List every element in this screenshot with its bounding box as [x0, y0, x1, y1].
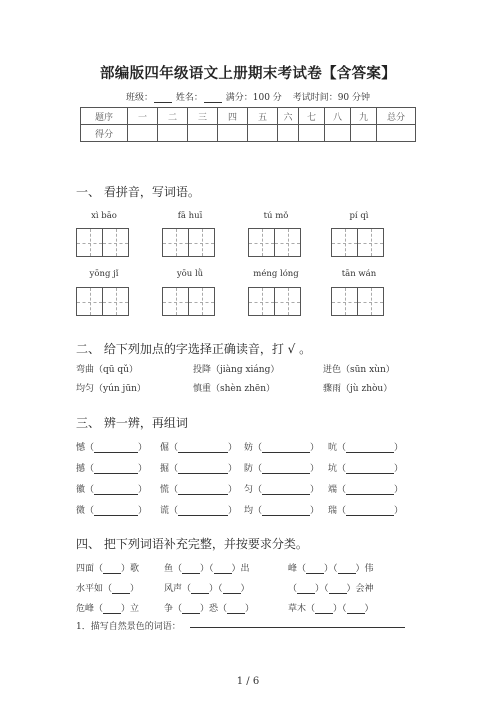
answer-blank[interactable]: [329, 584, 347, 594]
score-input-cell[interactable]: [248, 125, 278, 142]
name-blank[interactable]: [204, 93, 222, 103]
char: 徽: [76, 485, 86, 495]
answer-blank[interactable]: [94, 443, 138, 453]
answer-blank[interactable]: [338, 564, 356, 574]
word-group-item: 端（ ）: [328, 485, 404, 495]
score-table-header-row: [81, 108, 416, 125]
answer-blank[interactable]: [347, 604, 365, 614]
writing-grid[interactable]: [162, 287, 215, 316]
char: 掘: [160, 464, 170, 474]
answer-blank[interactable]: [262, 506, 310, 516]
char: 微: [76, 506, 86, 516]
answer-blank[interactable]: [191, 584, 209, 594]
score-cell: 三: [188, 108, 218, 125]
idiom-item: [164, 581, 250, 594]
pinyin-label: tú mǒ: [263, 211, 289, 221]
reading-item[interactable]: 骤雨（jù zhòu）: [323, 384, 393, 394]
word-group-item: 瑞（ ）: [328, 506, 404, 516]
char: 匀: [244, 485, 254, 495]
answer-blank[interactable]: [297, 584, 315, 594]
idiom-item: [288, 561, 374, 574]
answer-blank[interactable]: [94, 485, 138, 495]
writing-grid[interactable]: [331, 287, 384, 316]
writing-grid[interactable]: [248, 228, 301, 257]
word-group-item: 微（ ）: [76, 506, 148, 516]
answer-blank[interactable]: [178, 464, 228, 474]
char: 吭: [328, 443, 338, 453]
word-group-item: 憾（ ）: [76, 443, 148, 453]
pinyin-label: fā huī: [177, 211, 203, 221]
char: 均: [244, 506, 254, 516]
idiom-text: 四面（: [76, 564, 104, 574]
char: 坑: [328, 464, 338, 474]
char: 瑞: [328, 506, 338, 516]
score-input-cell[interactable]: [351, 125, 377, 142]
answer-blank[interactable]: [306, 564, 324, 574]
char: 憾: [76, 443, 86, 453]
page-number: 1 / 6: [236, 676, 260, 687]
answer-blank[interactable]: [94, 464, 138, 474]
score-input-cell[interactable]: [299, 125, 325, 142]
answer-blank[interactable]: [182, 604, 200, 614]
writing-grid[interactable]: [76, 228, 129, 257]
time-label: 考试时间：90 分钟: [292, 93, 371, 103]
answer-blank[interactable]: [112, 584, 130, 594]
score-cell: 七: [299, 108, 325, 125]
score-cell: 四: [218, 108, 248, 125]
idiom-item: [164, 601, 254, 614]
score-cell: 九: [351, 108, 377, 125]
score-input-cell[interactable]: [278, 125, 299, 142]
pinyin-label: tān wán: [341, 269, 377, 279]
char: 倔: [160, 443, 170, 453]
idiom-item: [288, 601, 374, 614]
score-table-score-row: [81, 125, 416, 142]
section1-heading: 一、 看拼音，写词语。: [76, 185, 200, 199]
idiom-text: ）恐（: [200, 604, 228, 614]
word-group-item: 掘（ ）: [160, 464, 238, 474]
reading-item[interactable]: 投降（jiàng xiáng）: [193, 365, 280, 375]
idiom-text: （: [288, 584, 298, 594]
name-label: 姓名：: [175, 93, 203, 103]
idiom-text: 风声（: [164, 584, 192, 594]
score-cell: 总分: [377, 108, 416, 125]
exam-info: [0, 90, 496, 103]
score-cell: 六: [278, 108, 299, 125]
score-cell: 一: [128, 108, 158, 125]
idiom-item: [76, 561, 139, 574]
score-input-cell[interactable]: [325, 125, 351, 142]
answer-blank[interactable]: [103, 604, 121, 614]
word-group-item: 匀（ ）: [244, 485, 320, 495]
idiom-text: ）（: [209, 584, 223, 594]
pinyin-label: xì bāo: [91, 211, 117, 221]
writing-grid[interactable]: [331, 228, 384, 257]
idiom-text: 争（: [164, 604, 183, 614]
idiom-text: ）（: [333, 604, 347, 614]
score-table: [80, 107, 416, 142]
answer-blank[interactable]: [262, 485, 310, 495]
word-group-item: 慌（ ）: [160, 485, 238, 495]
char: 谎: [160, 506, 170, 516]
score-input-cell[interactable]: [218, 125, 248, 142]
answer-blank[interactable]: [214, 564, 232, 574]
answer-blank[interactable]: [178, 506, 228, 516]
idiom-text: ）（: [200, 564, 214, 574]
answer-blank[interactable]: [346, 443, 394, 453]
word-group-item: 坑（ ）: [328, 464, 404, 474]
idiom-text: ）: [364, 604, 374, 614]
score-cell: 五: [248, 108, 278, 125]
class-label: 班级：: [125, 93, 153, 103]
word-group-item: 均（ ）: [244, 506, 320, 516]
answer-blank[interactable]: [315, 604, 333, 614]
pinyin-label: yōu lǜ: [176, 269, 204, 279]
char: 撼: [76, 464, 86, 474]
pinyin-label: méng lóng: [253, 269, 299, 279]
idiom-text: ）: [130, 584, 140, 594]
reading-item[interactable]: 均匀（yún jūn）: [76, 384, 146, 394]
idiom-text: ）出: [231, 564, 250, 574]
answer-blank[interactable]: [178, 485, 228, 495]
idiom-text: ）会神: [346, 584, 374, 594]
score-input-cell[interactable]: [128, 125, 158, 142]
idiom-item: [164, 561, 250, 574]
answer-blank[interactable]: [103, 564, 121, 574]
idiom-text: ）伟: [355, 564, 374, 574]
answer-blank[interactable]: [262, 464, 310, 474]
answer-blank[interactable]: [346, 485, 394, 495]
page-title: 部编版四年级语文上册期末考试卷【含答案】: [100, 66, 396, 82]
idiom-text: ）歌: [121, 564, 140, 574]
score-cell: 二: [158, 108, 188, 125]
answer-blank[interactable]: [94, 506, 138, 516]
word-group-item: 徽（ ）: [76, 485, 148, 495]
section3-heading: 三、 辨一辨，再组词: [76, 416, 188, 430]
answer-blank[interactable]: [178, 443, 228, 453]
idiom-item: [76, 601, 139, 614]
score-input-cell[interactable]: [188, 125, 218, 142]
idiom-item: [76, 581, 139, 594]
score-cell: 八: [325, 108, 351, 125]
score-cell: 题序: [81, 108, 128, 125]
answer-blank[interactable]: [262, 443, 310, 453]
idiom-text: 鱼（: [164, 564, 183, 574]
answer-blank[interactable]: [223, 584, 241, 594]
section2-heading: 二、 给下列加点的字选择正确读音，打 √ 。: [76, 342, 312, 356]
writing-grid[interactable]: [248, 287, 301, 316]
score-label: 满分：100 分: [225, 93, 282, 103]
char: 防: [244, 464, 254, 474]
idiom-text: ）（: [324, 564, 338, 574]
idiom-text: ）立: [121, 604, 140, 614]
idiom-text: ）: [240, 584, 250, 594]
answer-blank[interactable]: [346, 464, 394, 474]
word-group-item: 防（ ）: [244, 464, 320, 474]
idiom-item: [288, 581, 374, 594]
answer-blank[interactable]: [182, 564, 200, 574]
word-group-item: 妨（ ）: [244, 443, 320, 453]
char: 慌: [160, 485, 170, 495]
pinyin-label: pí qì: [349, 211, 369, 221]
score-input-cell[interactable]: [377, 125, 416, 142]
idiom-text: 水平如（: [76, 584, 113, 594]
char: 端: [328, 485, 338, 495]
writing-grid[interactable]: [162, 228, 215, 257]
word-group-item: 谎（ ）: [160, 506, 238, 516]
idiom-text: ）: [245, 604, 255, 614]
pinyin-label: yōng jǐ: [89, 269, 119, 279]
idiom-text: 危峰（: [76, 604, 104, 614]
char: 妨: [244, 443, 254, 453]
score-input-cell[interactable]: [158, 125, 188, 142]
reading-item[interactable]: 慎重（shèn zhēn）: [193, 384, 276, 394]
word-group-item: 吭（ ）: [328, 443, 404, 453]
reading-item[interactable]: 弯曲（qū qǔ）: [76, 365, 138, 375]
idiom-text: 草木（: [288, 604, 316, 614]
answer-line[interactable]: [190, 627, 405, 628]
word-group-item: 撼（ ）: [76, 464, 148, 474]
answer-blank[interactable]: [227, 604, 245, 614]
idiom-text: 峰（: [288, 564, 307, 574]
score-row-label: 得分: [81, 125, 128, 142]
question-1: 1．描写自然景色的词语：: [76, 622, 181, 632]
answer-blank[interactable]: [346, 506, 394, 516]
word-group-item: 倔（ ）: [160, 443, 238, 453]
writing-grid[interactable]: [76, 287, 129, 316]
reading-item[interactable]: 迸色（sūn xùn）: [323, 365, 395, 375]
idiom-text: ）（: [315, 584, 329, 594]
class-blank[interactable]: [154, 93, 172, 103]
section4-heading: 四、 把下列词语补充完整，并按要求分类。: [76, 537, 308, 551]
